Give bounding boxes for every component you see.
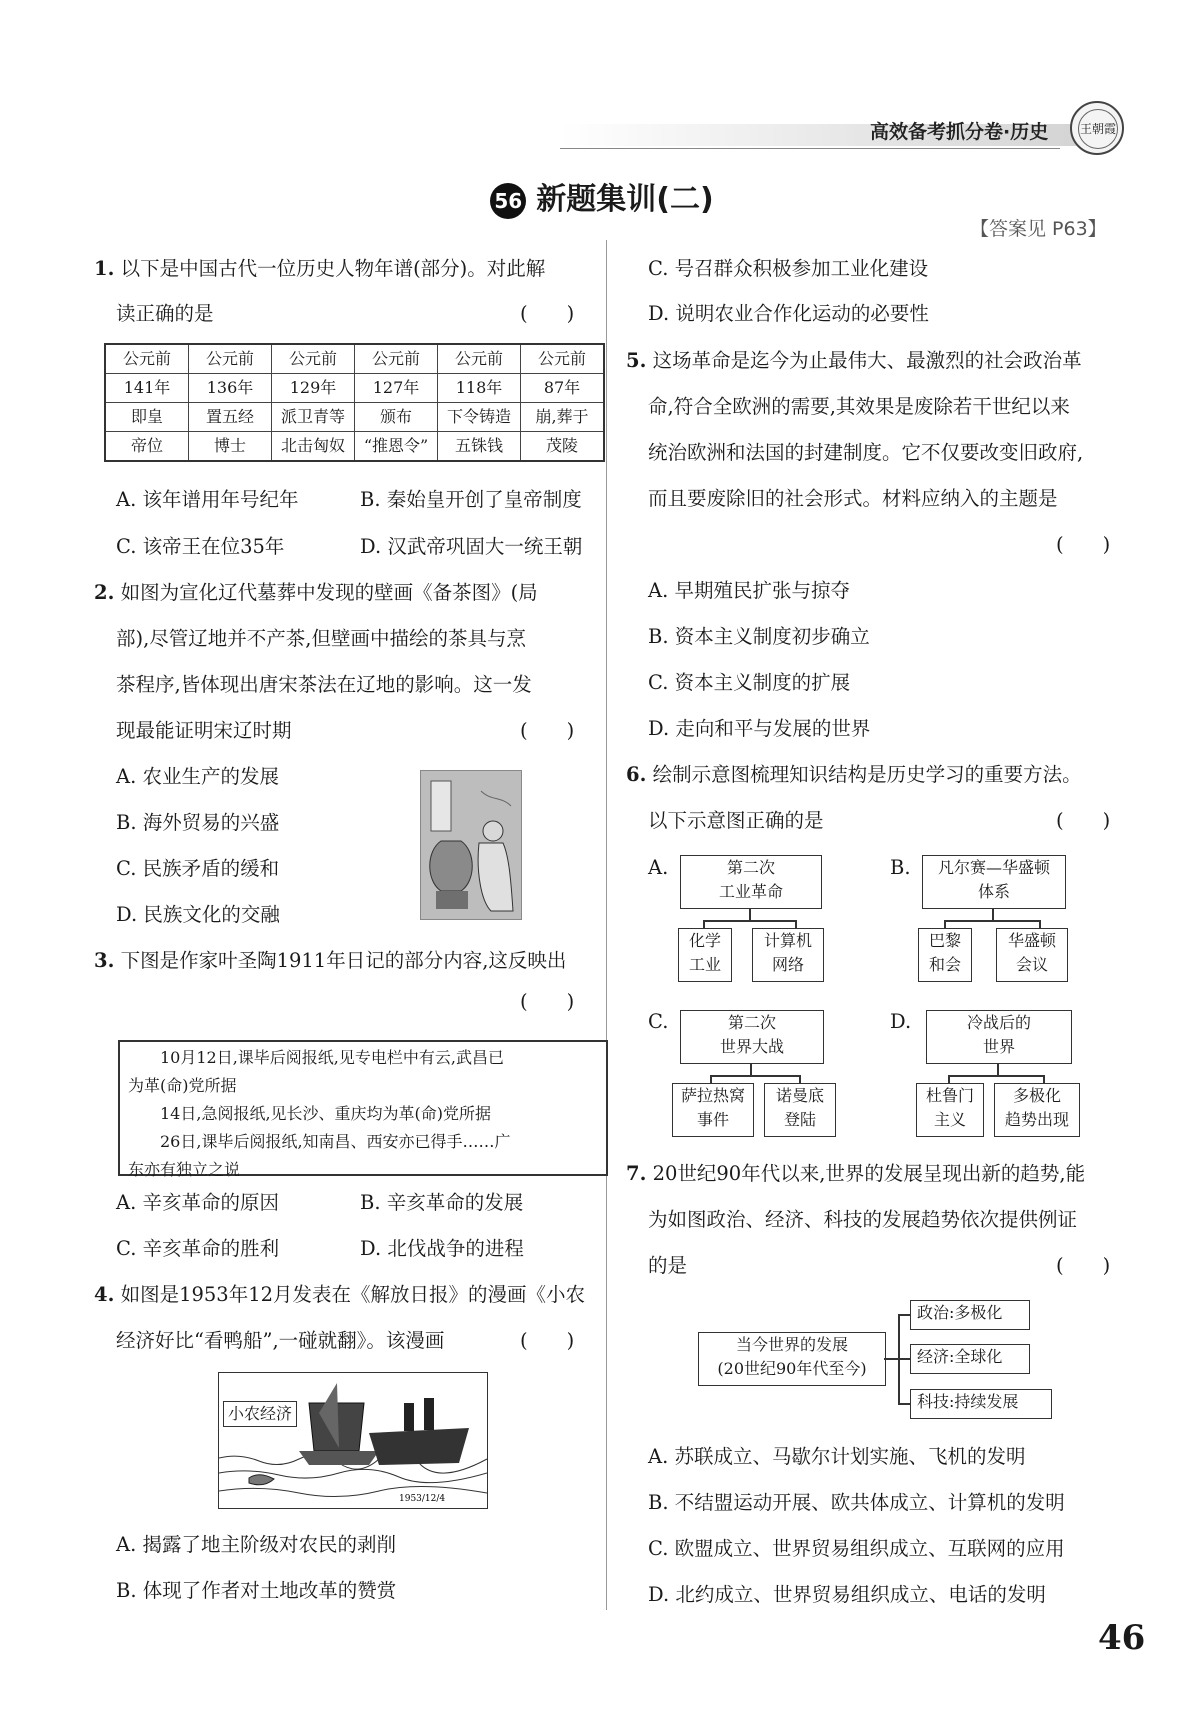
question-7-line3: 的是: [648, 1254, 688, 1277]
option-5a[interactable]: A. 早期殖民扩张与掠夺: [648, 579, 850, 602]
answer-paren-7[interactable]: ( ): [1056, 1254, 1111, 1277]
svg-text:1953/12/4: 1953/12/4: [399, 1494, 446, 1504]
book-title: 高效备考抓分卷·历史: [870, 121, 1049, 143]
answer-paren-4[interactable]: ( ): [520, 1329, 575, 1352]
tea-mural-image: [420, 770, 522, 920]
diagram-b-bar: [944, 920, 1040, 922]
question-3-line1: 3. 下图是作家叶圣陶1911年日记的部分内容,这反映出: [94, 949, 567, 972]
trend-economy: 经济:全球化: [910, 1344, 1030, 1374]
cartoon-label: 小农经济: [223, 1401, 297, 1427]
question-1-line1: 1. 以下是中国古代一位历史人物年谱(部分)。对此解: [94, 257, 546, 280]
header-rule: [560, 148, 1060, 149]
trend-politics: 政治:多极化: [910, 1300, 1030, 1330]
question-5-line2: 命,符合全欧洲的需要,其效果是废除若干世纪以来: [648, 395, 1070, 418]
diagram-a-letter[interactable]: A.: [648, 856, 669, 879]
logo-text: 王朝霞: [1078, 109, 1118, 149]
trend-tick-1: [898, 1314, 910, 1316]
option-2c[interactable]: C. 民族矛盾的缓和: [116, 857, 280, 880]
answer-paren-6[interactable]: ( ): [1056, 809, 1111, 832]
trend-connector: [884, 1358, 898, 1360]
diagram-a-left: 化学 工业: [678, 928, 732, 982]
question-7-line2: 为如图政治、经济、科技的发展趋势依次提供例证: [648, 1208, 1078, 1231]
option-3c[interactable]: C. 辛亥革命的胜利: [116, 1237, 280, 1260]
chronology-table: 公元前 公元前 公元前 公元前 公元前 公元前 141年 136年 129年 127年 118年 87年 即皇 置五经 派卫青等 颁布 下令铸造 崩,葬于 帝位 博士 北击匈奴 “推恩令” 五铢钱 茂陵: [104, 343, 605, 462]
question-1-line2: 读正确的是: [116, 302, 214, 325]
question-2-line3: 茶程序,皆体现出唐宋茶法在辽地的影响。这一发: [116, 673, 532, 696]
option-1a[interactable]: A. 该年谱用年号纪年: [116, 488, 299, 511]
question-4-line2: 经济好比“看鸭船”,一碰就翻》。该漫画: [116, 1329, 445, 1352]
diagram-c-left: 萨拉热窝 事件: [672, 1083, 754, 1137]
question-4-line1: 4. 如图是1953年12月发表在《解放日报》的漫画《小农: [94, 1283, 586, 1306]
option-7d[interactable]: D. 北约成立、世界贸易组织成立、电话的发明: [648, 1583, 1046, 1606]
diagram-d-leg-left: [948, 1075, 950, 1083]
option-5d[interactable]: D. 走向和平与发展的世界: [648, 717, 871, 740]
option-4c[interactable]: C. 号召群众积极参加工业化建设: [648, 257, 929, 280]
question-2-line2: 部),尽管辽地并不产茶,但壁画中描绘的茶具与烹: [116, 627, 527, 650]
question-2-line4: 现最能证明宋辽时期: [116, 719, 292, 742]
diagram-b-leg-right: [1039, 920, 1041, 928]
option-2b[interactable]: B. 海外贸易的兴盛: [116, 811, 280, 834]
answer-paren-1[interactable]: ( ): [520, 302, 575, 325]
cartoon-image: [218, 1372, 488, 1509]
option-4b[interactable]: B. 体现了作者对土地改革的赞赏: [116, 1579, 397, 1602]
diagram-a-leg-left: [703, 920, 705, 928]
diagram-c-letter[interactable]: C.: [648, 1010, 669, 1033]
question-5-line1: 5. 这场革命是迄今为止最伟大、最激烈的社会政治革: [626, 349, 1082, 372]
title-number: 56: [490, 183, 526, 219]
diagram-c-bar: [710, 1075, 800, 1077]
option-4a[interactable]: A. 揭露了地主阶级对农民的剥削: [116, 1533, 396, 1556]
option-5b[interactable]: B. 资本主义制度初步确立: [648, 625, 870, 648]
option-2a[interactable]: A. 农业生产的发展: [116, 765, 279, 788]
option-3d[interactable]: D. 北伐战争的进程: [360, 1237, 524, 1260]
diagram-d-stem: [997, 1063, 999, 1075]
trend-tick-2: [898, 1358, 910, 1360]
question-6-line1: 6. 绘制示意图梳理知识结构是历史学习的重要方法。: [626, 763, 1082, 786]
diagram-b-top: 凡尔赛—华盛顿 体系: [922, 855, 1066, 909]
option-1c[interactable]: C. 该帝王在位35年: [116, 535, 285, 558]
option-3a[interactable]: A. 辛亥革命的原因: [116, 1191, 279, 1214]
page-number: 46: [1098, 1618, 1146, 1658]
diagram-d-left: 杜鲁门 主义: [916, 1083, 984, 1137]
column-divider: [606, 240, 607, 1610]
option-7a[interactable]: A. 苏联成立、马歇尔计划实施、飞机的发明: [648, 1445, 1026, 1468]
diagram-a-leg-right: [795, 920, 797, 928]
answer-paren-3[interactable]: ( ): [520, 990, 575, 1013]
question-5-line4: 而且要废除旧的社会形式。材料应纳入的主题是: [648, 487, 1058, 510]
diagram-a-right: 计算机 网络: [752, 928, 824, 982]
question-2-line1: 2. 如图为宣化辽代墓葬中发现的壁画《备茶图》(局: [94, 581, 538, 604]
answer-paren-5[interactable]: ( ): [1056, 533, 1111, 556]
diagram-b-stem: [992, 908, 994, 920]
diagram-d-bar: [948, 1075, 1044, 1077]
trend-center-box: 当今世界的发展 (20世纪90年代至今): [698, 1332, 886, 1386]
diagram-a-stem: [749, 908, 751, 920]
publisher-logo: [1070, 101, 1124, 155]
diagram-d-top: 冷战后的 世界: [926, 1010, 1072, 1064]
option-5c[interactable]: C. 资本主义制度的扩展: [648, 671, 851, 694]
diary-excerpt: 10月12日,课毕后阅报纸,见专电栏中有云,武昌已 为革(命)党所据 14日,急阅报纸,见长沙、重庆均为革(命)党所据 26日,课毕后阅报纸,知南昌、西安亦已得手……广 东亦有独立之说: [118, 1040, 608, 1176]
option-2d[interactable]: D. 民族文化的交融: [116, 903, 280, 926]
diagram-a-top: 第二次 工业革命: [680, 855, 822, 909]
diagram-c-leg-left: [710, 1075, 712, 1083]
title-text: 新题集训(二): [536, 182, 714, 217]
answer-paren-2[interactable]: ( ): [520, 719, 575, 742]
trend-tick-3: [898, 1403, 910, 1405]
option-7b[interactable]: B. 不结盟运动开展、欧共体成立、计算机的发明: [648, 1491, 1065, 1514]
diagram-b-right: 华盛顿 会议: [996, 928, 1068, 982]
option-4d[interactable]: D. 说明农业合作化运动的必要性: [648, 302, 929, 325]
diagram-c-right: 诺曼底 登陆: [764, 1083, 836, 1137]
option-7c[interactable]: C. 欧盟成立、世界贸易组织成立、互联网的应用: [648, 1537, 1065, 1560]
option-1b[interactable]: B. 秦始皇开创了皇帝制度: [360, 488, 582, 511]
option-1d[interactable]: D. 汉武帝巩固大一统王朝: [360, 535, 583, 558]
trend-technology: 科技:持续发展: [910, 1389, 1052, 1419]
answer-reference: 【答案见 P63】: [970, 218, 1107, 240]
diagram-b-leg-left: [944, 920, 946, 928]
diagram-d-leg-right: [1043, 1075, 1045, 1083]
question-6-line2: 以下示意图正确的是: [648, 809, 824, 832]
diagram-c-top: 第二次 世界大战: [680, 1010, 824, 1064]
question-5-line3: 统治欧洲和法国的封建制度。它不仅要改变旧政府,: [648, 441, 1084, 464]
diagram-c-stem: [750, 1063, 752, 1075]
option-3b[interactable]: B. 辛亥革命的发展: [360, 1191, 524, 1214]
diagram-c-leg-right: [799, 1075, 801, 1083]
page-title: [0, 174, 1204, 219]
diagram-d-right: 多极化 趋势出现: [994, 1083, 1080, 1137]
diagram-b-left: 巴黎 和会: [918, 928, 972, 982]
diagram-a-bar: [703, 920, 796, 922]
diagram-d-letter[interactable]: D.: [890, 1010, 912, 1033]
question-7-line1: 7. 20世纪90年代以来,世界的发展呈现出新的趋势,能: [626, 1162, 1086, 1185]
diagram-b-letter[interactable]: B.: [890, 856, 911, 879]
